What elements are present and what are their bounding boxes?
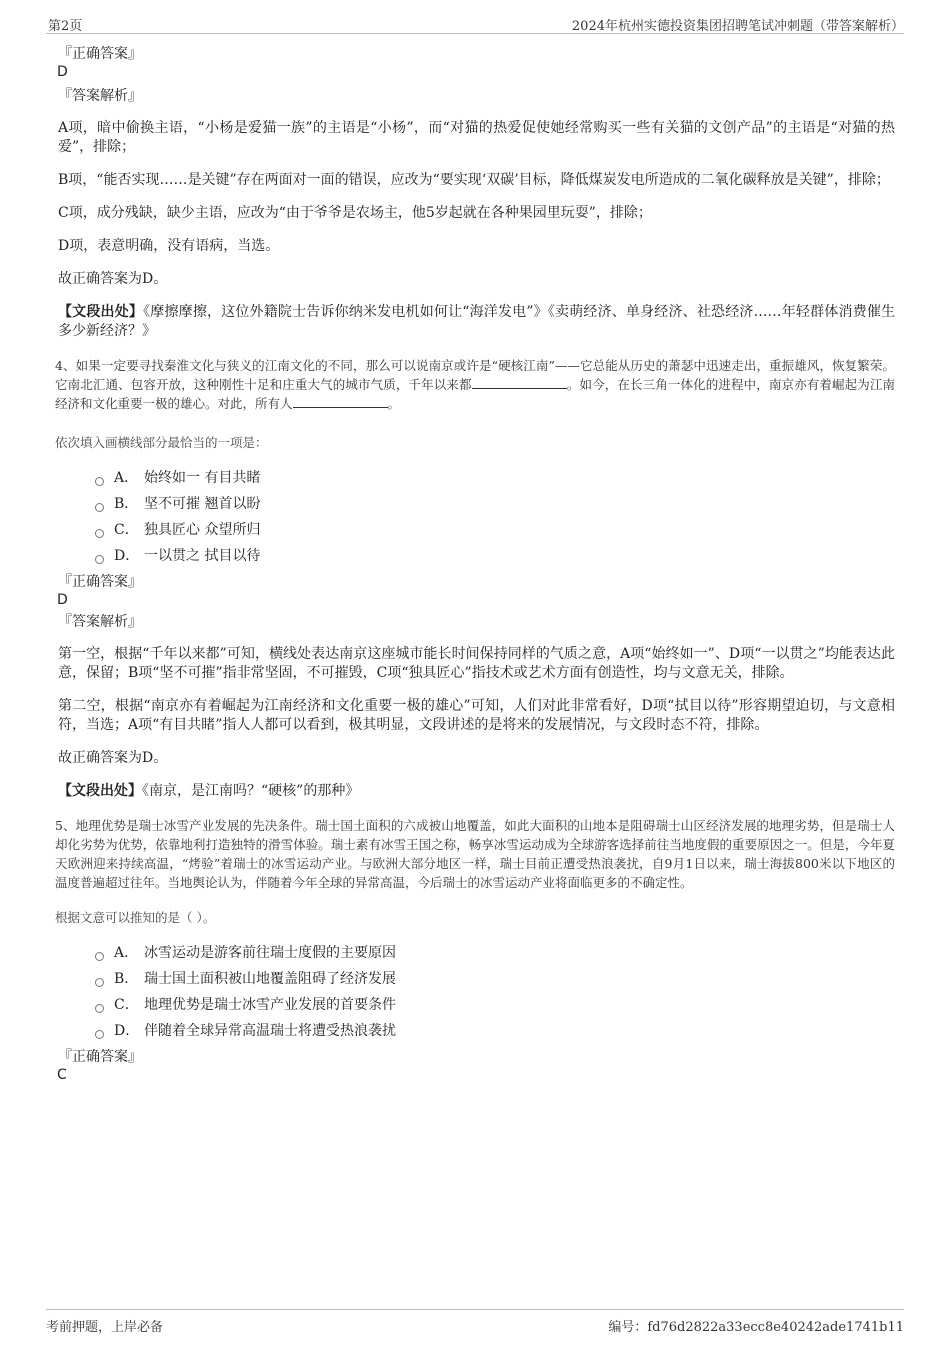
q4-answer: D <box>57 592 68 608</box>
radio-icon[interactable] <box>95 1004 104 1013</box>
page-header <box>46 13 904 34</box>
q3-analysis-b: B项，“能否实现……是关键”存在两面对一面的错误，应改为“要实现‘双碳’目标，降低煤炭发电所造成的二氧化碳释放是关键”，排除； <box>58 172 890 188</box>
radio-icon[interactable] <box>95 1030 104 1039</box>
radio-icon[interactable] <box>95 978 104 987</box>
q5-answer-label: 『正确答案』 <box>58 1049 142 1065</box>
q4-stem-part3: 。 <box>387 396 401 411</box>
q4-prompt: 依次填入画横线部分最恰当的一项是： <box>55 435 268 450</box>
q4-source-label: 【文段出处】 <box>58 783 142 799</box>
q5-option-c[interactable]: C． 地理优势是瑞士冰雪产业发展的首要条件 <box>95 992 895 1018</box>
radio-icon[interactable] <box>95 555 104 564</box>
page-number: 第2页 <box>48 19 83 34</box>
q4-answer-label: 『正确答案』 <box>58 574 142 590</box>
q3-analysis-a: A项，暗中偷换主语，“小杨是爱猫一族”的主语是“小杨”，而“对猫的热爱促使她经常购买一些有关猫的文创产品”的主语是“对猫的热爱”，排除； <box>58 120 895 155</box>
q3-analysis-c: C项，成分残缺，缺少主语，应改为“由于爷爷是农场主，他5岁起就在各种果园里玩耍”，排除； <box>58 205 652 221</box>
document-title: 2024年杭州实德投资集团招聘笔试冲刺题（带答案解析） <box>571 19 904 34</box>
q3-source-label: 【文段出处】 <box>58 304 144 320</box>
q4-option-b[interactable]: B． 坚不可摧 翘首以盼 <box>95 491 895 517</box>
q4-option-c[interactable]: C． 独具匠心 众望所归 <box>95 517 895 543</box>
q3-conclusion: 故正确答案为D。 <box>58 271 168 287</box>
q4-conclusion: 故正确答案为D。 <box>58 750 168 766</box>
q4-analysis-label: 『答案解析』 <box>58 614 142 630</box>
q4-stem-part2: 。如今，在长三角一体化的进程中，南京亦有着崛起为江南经济和文化重要一极的雄心。对此，所有人 <box>55 377 895 411</box>
q5-option-a[interactable]: A． 冰雪运动是游客前往瑞士度假的主要原因 <box>95 940 895 966</box>
q4-blank-2 <box>293 395 388 408</box>
q4-stem-part1: 4、如果一定要寻找秦淮文化与狭义的江南文化的不同，那么可以说南京或许是“硬核江南”——它总能从历史的萧瑟中迅速走出，重振雄风，恢复繁荣。它南北汇通、包容开放，这种刚性十足和庄重大气的城市气质，千年以来都 <box>55 358 895 392</box>
q5-answer: C <box>57 1067 67 1083</box>
q5-option-d[interactable]: D． 伴随着全球异常高温瑞士将遭受热浪袭扰 <box>95 1018 895 1044</box>
q3-analysis-d: D项，表意明确，没有语病，当选。 <box>58 238 280 254</box>
q3-source-text: 《摩擦摩擦，这位外籍院士告诉你纳米发电机如何让“海洋发电”》《卖萌经济、单身经济、社恐经济……年轻群体消费催生多少新经济？》 <box>58 304 896 339</box>
q4-option-a[interactable]: A． 始终如一 有目共睹 <box>95 465 895 491</box>
q4-blank-1 <box>472 376 567 389</box>
q5-options <box>95 940 895 1044</box>
q3-answer: D <box>57 64 68 80</box>
q4-analysis-1: 第一空，根据“千年以来都”可知，横线处表达南京这座城市能长时间保持同样的气质之意，A项“始终如一”、D项“一以贯之”均能表达此意，保留；B项“坚不可摧”指非常坚固，不可摧毁，C项“独具匠心”指技术或艺术方面有创造性，均与文意无关，排除。 <box>58 646 895 681</box>
radio-icon[interactable] <box>95 503 104 512</box>
q3-analysis-label: 『答案解析』 <box>58 88 142 104</box>
q3-answer-label: 『正确答案』 <box>58 46 142 62</box>
document-body <box>55 45 895 1084</box>
q4-source <box>58 782 895 801</box>
document-code: 编号：fd76d2822a33ecc8e40242ade1741b11 <box>608 1320 904 1335</box>
q4-analysis-2: 第二空，根据“南京亦有着崛起为江南经济和文化重要一极的雄心”可知，人们对此非常看好，D项“拭目以待”形容期望迫切，与文意相符，当选；A项“有目共睹”指人人都可以看到，极其明显，文段讲述的是将来的发展情况，与文段时态不符，排除。 <box>58 698 895 733</box>
radio-icon[interactable] <box>95 529 104 538</box>
radio-icon[interactable] <box>95 477 104 486</box>
q4-options <box>95 465 895 569</box>
footer-slogan: 考前押题，上岸必备 <box>46 1320 164 1335</box>
q5-prompt: 根据文意可以推知的是（ ）。 <box>55 910 216 925</box>
q3-source <box>58 303 895 341</box>
q4-option-d[interactable]: D． 一以贯之 拭目以待 <box>95 543 895 569</box>
q4-source-text: 《南京，是江南吗？“硬核”的那种》 <box>142 783 360 799</box>
page-footer <box>46 1309 904 1336</box>
q5-option-b[interactable]: B． 瑞士国土面积被山地覆盖阻碍了经济发展 <box>95 966 895 992</box>
q5-stem: 5、地理优势是瑞士冰雪产业发展的先决条件。瑞士国土面积的六成被山地覆盖，如此大面积的山地本是阻碍瑞士山区经济发展的地理劣势，但是瑞士人却化劣势为优势，依靠地利打造独特的滑雪体验。瑞士素有冰雪王国之称，畅享冰雪运动成为全球游客选择前往当地度假的重要原因之一。但是，今年夏天欧洲迎来持续高温，“烤验”着瑞士的冰雪运动产业。与欧洲大部分地区一样，瑞士目前正遭受热浪袭扰，自9月1日以来，瑞士海拔800米以下地区的温度普遍超过往年。当地舆论认为，伴随着今年全球的异常高温，今后瑞士的冰雪运动产业将面临更多的不确定性。 <box>55 818 895 890</box>
radio-icon[interactable] <box>95 952 104 961</box>
q4-stem <box>55 356 895 413</box>
